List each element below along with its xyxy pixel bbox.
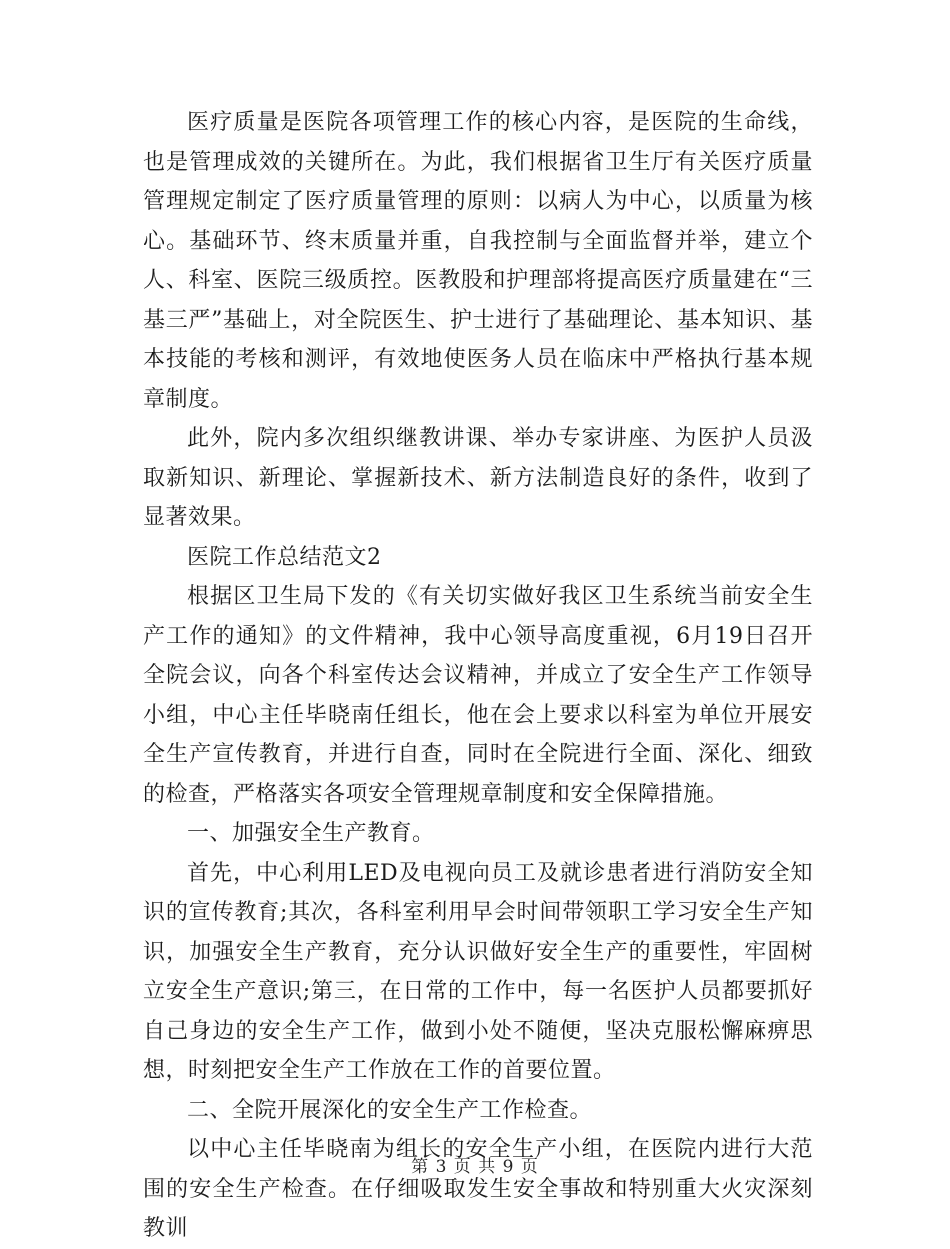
section-title-sample-2: 医院工作总结范文2: [187, 544, 382, 570]
document-body: [143, 103, 813, 1249]
section-heading-safety-education: 一、加强安全生产教育。: [187, 821, 435, 846]
paragraph-continuing-education: 此外，院内多次组织继教讲课、举办专家讲座、为医护人员汲取新知识、新理论、掌握新技术、新方法制造良好的条件，收到了显著效果。: [143, 426, 813, 530]
paragraph-safety-education: 首先，中心利用LED及电视向员工及就诊患者进行消防安全知识的宣传教育;其次，各科室利用早会时间带领职工学习安全生产知识，加强安全生产教育，充分认识做好安全生产的重要性，牢固树立安全生产意识;第三，在日常的工作中，每一名医护人员都要抓好自己身边的安全生产工作，做到小处不随便，坚决克服松懈麻痹思想，时刻把安全生产工作放在工作的首要位置。: [143, 860, 813, 1083]
paragraph-safety-inspection: 以中心主任毕晓南为组长的安全生产小组，在医院内进行大范围的安全生产检查。在仔细吸取发生安全事故和特别重大火灾深刻教训: [143, 1137, 813, 1241]
page-number-footer: 第 3 页 共 9 页: [411, 1157, 539, 1177]
paragraph-safety-notice: 根据区卫生局下发的《有关切实做好我区卫生系统当前安全生产工作的通知》的文件精神，我中心领导高度重视，6月19日召开全院会议，向各个科室传达会议精神，并成立了安全生产工作领导小组，中心主任毕晓南任组长，他在会上要求以科室为单位开展安全生产宣传教育，并进行自查，同时在全院进行全面、深化、细致的检查，严格落实各项安全管理规章制度和安全保障措施。: [143, 584, 813, 807]
paragraph-medical-quality: 医疗质量是医院各项管理工作的核心内容，是医院的生命线，也是管理成效的关键所在。为此，我们根据省卫生厅有关医疗质量管理规定制定了医疗质量管理的原则：以病人为中心，以质量为核心。基础环节、终末质量并重，自我控制与全面监督并举，建立个人、科室、医院三级质控。医教股和护理部将提高医疗质量建在“三基三严”基础上，对全院医生、护士进行了基础理论、基本知识、基本技能的考核和测评，有效地使医务人员在临床中严格执行基本规章制度。: [143, 110, 813, 412]
section-heading-safety-inspection: 二、全院开展深化的安全生产工作检查。: [187, 1097, 593, 1123]
